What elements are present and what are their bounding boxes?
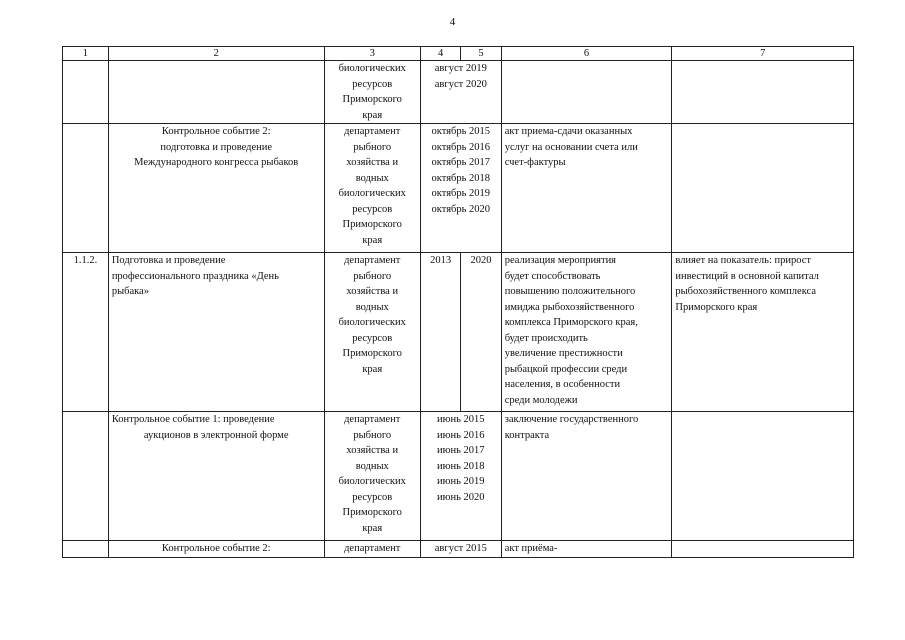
text-line: ресурсов [352, 78, 393, 90]
responsible-cell [324, 124, 420, 253]
note-cell [672, 541, 854, 558]
table-row [63, 541, 854, 558]
header-row [63, 47, 854, 61]
responsible-cell [324, 541, 420, 558]
event-name-cell [108, 541, 324, 558]
text-line: увеличение престижности [504, 348, 623, 359]
text-line: июнь 2020 [437, 491, 485, 503]
text-line: рыбного [353, 141, 392, 153]
text-line: рыбацкой профессии среди [504, 363, 628, 375]
text-line: края [362, 363, 383, 375]
text-line: хозяйства и [346, 157, 399, 168]
event-name-cell [108, 412, 324, 541]
text-line: среди молодежи [504, 394, 578, 406]
text-line: июнь 2016 [437, 429, 485, 441]
row-number-cell [63, 412, 109, 541]
text-line: июнь 2019 [437, 476, 485, 487]
note-cell [672, 253, 854, 412]
text-line: август 2015 [434, 543, 487, 554]
text-line: акт приема-сдачи оказанных [504, 126, 633, 137]
table-row [63, 124, 854, 253]
text-line: водных [355, 460, 389, 472]
text-line: рыбного [353, 270, 392, 282]
result-cell [501, 124, 672, 253]
text-line: комплекса Приморского края, [504, 317, 638, 328]
text-line: населения, в особенности [504, 379, 621, 390]
note-cell [672, 124, 854, 253]
text-line: имиджа рыбохозяйственного [504, 301, 635, 313]
text-line: октябрь 2019 [431, 188, 491, 199]
row-number-cell [63, 61, 109, 124]
text-line: ресурсов [352, 491, 393, 503]
row-number-cell: 1.1.2. [63, 253, 109, 412]
col-header-4: 4 [420, 47, 460, 61]
end-year-cell: 2020 [461, 253, 501, 412]
text-line: департамент [344, 126, 401, 137]
text-line: департамент [344, 543, 401, 554]
text-line: июнь 2015 [437, 414, 485, 425]
text-line: акт приёма- [504, 543, 558, 554]
text-line: аукционов в электронной форме [143, 429, 289, 441]
text-line: Контрольное событие 1: проведение [111, 414, 275, 425]
table-row [63, 253, 854, 412]
result-cell [501, 541, 672, 558]
dates-cell [420, 541, 501, 558]
text-line: края [362, 522, 383, 534]
text-line: счет-фактуры [504, 157, 566, 168]
dates-cell [420, 124, 501, 253]
text-line: Подготовка и проведение [111, 255, 226, 266]
col-header-1: 1 [63, 47, 109, 61]
text-line: июнь 2018 [437, 460, 485, 472]
text-line: водных [355, 172, 389, 184]
text-line: октябрь 2017 [431, 157, 491, 168]
text-line: хозяйства и [346, 286, 399, 297]
text-line: Приморского [342, 94, 402, 105]
text-line: август 2020 [434, 78, 487, 90]
dates-cell [420, 412, 501, 541]
text-line: октябрь 2016 [431, 141, 491, 153]
text-line: Приморского [342, 348, 402, 359]
text-line: ресурсов [352, 332, 393, 344]
col-header-6: 6 [501, 47, 672, 61]
table-row [63, 412, 854, 541]
text-line: водных [355, 301, 389, 313]
text-line: август 2019 [434, 63, 487, 74]
text-line: Приморского [342, 507, 402, 518]
text-line: реализация мероприятия [504, 255, 617, 266]
table-row [63, 61, 854, 124]
text-line: октябрь 2020 [431, 203, 491, 215]
text-line: рыбака» [111, 286, 149, 297]
text-line: биологических [338, 188, 406, 199]
text-line: биологических [338, 317, 406, 328]
event-name-cell [108, 124, 324, 253]
dates-cell [420, 61, 501, 124]
text-line: департамент [344, 414, 401, 425]
responsible-cell [324, 61, 420, 124]
col-header-2: 2 [108, 47, 324, 61]
note-cell [672, 61, 854, 124]
text-line: июнь 2017 [437, 445, 485, 456]
page-number: 4 [449, 16, 456, 28]
text-line: Контрольное событие 2: [161, 126, 271, 137]
result-cell [501, 412, 672, 541]
text-line: влияет на показатель: прирост [675, 255, 811, 266]
text-line: будет происходить [504, 332, 588, 344]
text-line: края [362, 234, 383, 246]
text-line: хозяйства и [346, 445, 399, 456]
responsible-cell [324, 412, 420, 541]
text-line: ресурсов [352, 203, 393, 215]
text-line: инвестиций в основной капитал [675, 270, 819, 282]
note-cell [672, 412, 854, 541]
event-name-cell [108, 253, 324, 412]
text-line: Приморского [342, 219, 402, 230]
text-line: будет способствовать [504, 270, 601, 282]
result-cell [501, 61, 672, 124]
start-year-cell: 2013 [420, 253, 460, 412]
event-name-cell [108, 61, 324, 124]
text-line: контракта [504, 429, 550, 441]
col-header-7: 7 [672, 47, 854, 61]
text-line: рыбохозяйственного комплекса [675, 286, 816, 297]
text-line: Контрольное событие 2: [161, 543, 271, 554]
text-line: заключение государственного [504, 414, 639, 425]
text-line: октябрь 2015 [431, 126, 491, 137]
text-line: Приморского края [675, 301, 758, 313]
text-line: октябрь 2018 [431, 172, 491, 184]
responsible-cell [324, 253, 420, 412]
plan-table [62, 46, 854, 558]
text-line: рыбного [353, 429, 392, 441]
text-line: края [362, 109, 383, 121]
text-line: Международного конгресса рыбаков [134, 157, 299, 168]
text-line: подготовка и проведение [160, 141, 273, 153]
text-line: биологических [338, 63, 406, 74]
row-number-cell [63, 124, 109, 253]
col-header-5: 5 [461, 47, 501, 61]
text-line: биологических [338, 476, 406, 487]
col-header-3: 3 [324, 47, 420, 61]
result-cell [501, 253, 672, 412]
text-line: услуг на основании счета или [504, 141, 638, 153]
text-line: повышению положительного [504, 286, 636, 297]
row-number-cell [63, 541, 109, 558]
text-line: департамент [344, 255, 401, 266]
text-line: профессионального праздника «День [111, 270, 279, 282]
